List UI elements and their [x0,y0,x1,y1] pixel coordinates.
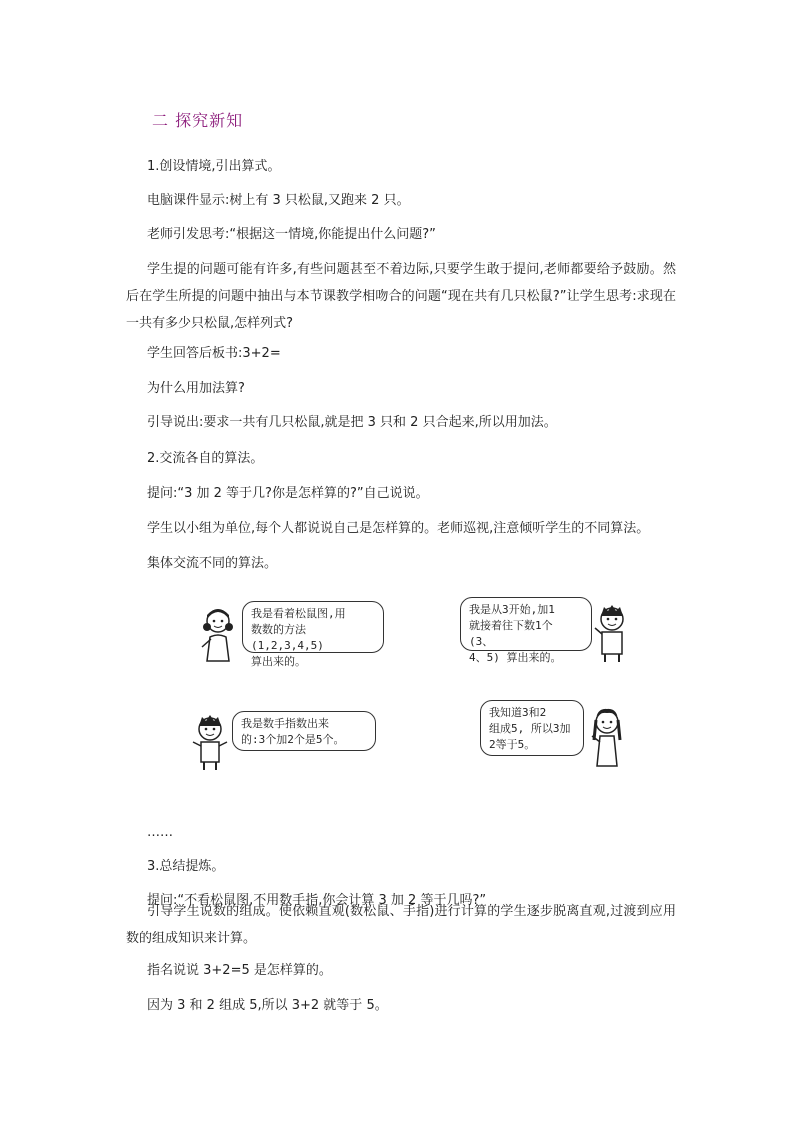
speech-bubble-count-squirrels: 我是看着松鼠图,用 数数的方法(1,2,3,4,5) 算出来的。 [242,601,384,653]
step2-group-discussion: 学生以小组为单位,每个人都说说自己是怎样算的。老师巡视,注意倾听学生的不同算法。 [147,521,650,536]
step1-heading: 1.创设情境,引出算式。 [147,159,281,174]
boy-figure-icon [592,604,632,668]
step1-guide: 引导说出:要求一共有几只松鼠,就是把 3 只和 2 只合起来,所以用加法。 [147,415,557,430]
speech-bubble-number-composition: 我知道3和2 组成5, 所以3加 2等于5。 [480,700,584,756]
speech-bubble-finger-counting: 我是数手指数出来 的:3个加2个是5个。 [232,711,376,751]
step1-paragraph: 学生提的问题可能有许多,有些问题甚至不着边际,只要学生敢于提问,老师都要给予鼓励。然后在学生所提的问题中抽出与本节课教学相吻合的问题“现在共有几只松鼠?”让学生思考:求现在一共有多少只松鼠,怎样列式? [126,262,676,331]
step2-heading: 2.交流各自的算法。 [147,451,264,466]
step3-name-student: 指名说说 3+2=5 是怎样算的。 [147,963,332,978]
step3-question: 提问:“不看松鼠图,不用数手指,你会计算 3 加 2 等于几吗?” [147,893,487,908]
step1-teacher-question: 老师引发思考:“根据这一情境,你能提出什么问题?” [147,227,436,242]
step2-collective: 集体交流不同的算法。 [147,556,278,571]
step1-board: 学生回答后板书:3+2= [147,346,281,361]
step1-why: 为什么用加法算? [147,381,245,396]
step3-because: 因为 3 和 2 组成 5,所以 3+2 就等于 5。 [147,998,388,1013]
ellipsis: …… [147,825,173,840]
step2-question: 提问:“3 加 2 等于几?你是怎样算的?”自己说说。 [147,486,429,501]
speech-bubble-count-on: 我是从3开始,加1 就接着往下数1个 (3、 4、5) 算出来的。 [460,597,592,651]
step3-heading: 3.总结提炼。 [147,859,225,874]
girl-figure-icon [198,605,238,667]
boy-with-fingers-icon [190,714,230,776]
step1-courseware: 电脑课件显示:树上有 3 只松鼠,又跑来 2 只。 [147,193,410,208]
girl-with-braids-icon [586,706,628,774]
section-title: 二 探究新知 [152,111,244,130]
step3-paragraph: 引导学生说数的组成。使依赖直观(数松鼠、手指)进行计算的学生逐步脱离直观,过渡到应用数的组成知识来计算。 [126,904,676,946]
